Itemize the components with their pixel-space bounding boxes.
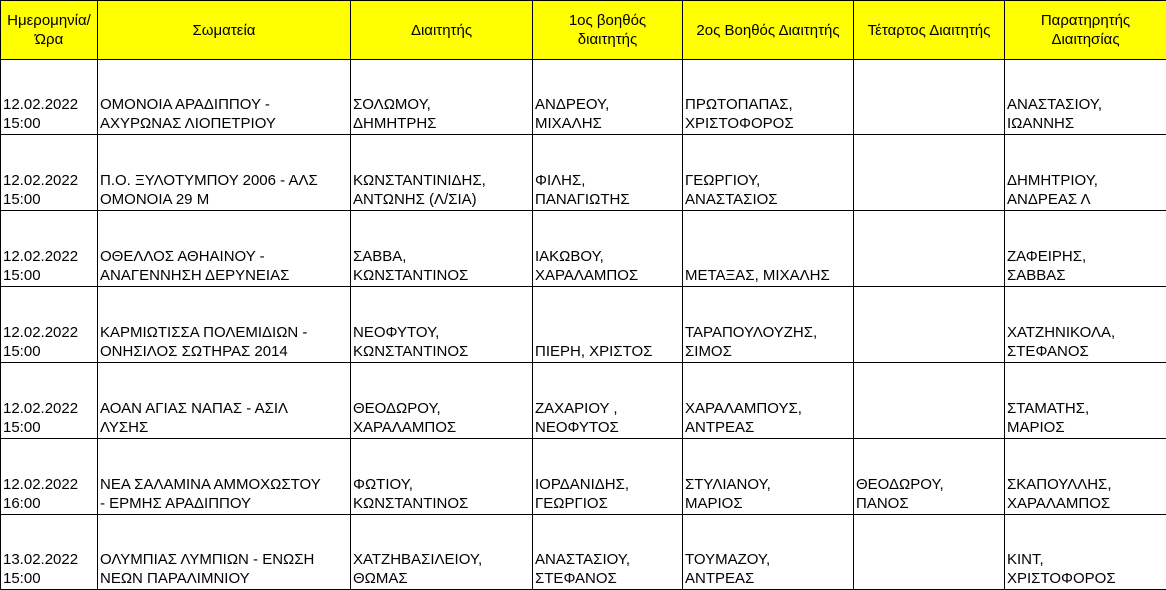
cell-datetime: 12.02.2022 15:00 — [1, 211, 98, 287]
cell-fourth-official — [854, 135, 1005, 211]
cell-assistant-1: ΦΙΛΗΣ, ΠΑΝΑΓΙΩΤΗΣ — [533, 135, 683, 211]
cell-fourth-official — [854, 363, 1005, 439]
table-row — [1, 363, 1166, 439]
header-observer: Παρατηρητής Διαιτησίας — [1005, 1, 1166, 60]
cell-fourth-official: ΘΕΟΔΩΡΟΥ, ΠΑΝΟΣ — [854, 439, 1005, 515]
cell-assistant-2: ΣΤΥΛΙΑΝΟΥ, ΜΑΡΙΟΣ — [683, 439, 854, 515]
cell-referee: ΘΕΟΔΩΡΟΥ, ΧΑΡΑΛΑΜΠΟΣ — [351, 363, 533, 439]
header-assistant-1: 1ος βοηθός διαιτητής — [533, 1, 683, 60]
cell-observer: ΧΑΤΖΗΝΙΚΟΛΑ, ΣΤΕΦΑΝΟΣ — [1005, 287, 1166, 363]
header-fourth-official: Τέταρτος Διαιτητής — [854, 1, 1005, 60]
cell-clubs: Π.Ο. ΞΥΛΟΤΥΜΠΟΥ 2006 - ΑΛΣ ΟΜΟΝΟΙΑ 29 Μ — [98, 135, 351, 211]
cell-observer: ΚΙΝΤ, ΧΡΙΣΤΟΦΟΡΟΣ — [1005, 515, 1166, 590]
cell-datetime: 13.02.2022 15:00 — [1, 515, 98, 590]
cell-referee: ΦΩΤΙΟΥ, ΚΩΝΣΤΑΝΤΙΝΟΣ — [351, 439, 533, 515]
cell-datetime: 12.02.2022 15:00 — [1, 287, 98, 363]
table-row — [1, 60, 1166, 135]
cell-referee: ΣΟΛΩΜΟΥ, ΔΗΜΗΤΡΗΣ — [351, 60, 533, 135]
cell-referee: ΧΑΤΖΗΒΑΣΙΛΕΙΟΥ, ΘΩΜΑΣ — [351, 515, 533, 590]
cell-fourth-official — [854, 515, 1005, 590]
cell-datetime: 12.02.2022 15:00 — [1, 135, 98, 211]
cell-assistant-1: ΖΑΧΑΡΙΟΥ , ΝΕΟΦΥΤΟΣ — [533, 363, 683, 439]
cell-fourth-official — [854, 287, 1005, 363]
table-row — [1, 211, 1166, 287]
header-referee: Διαιτητής — [351, 1, 533, 60]
cell-clubs: ΑΟΑΝ ΑΓΙΑΣ ΝΑΠΑΣ - ΑΣΙΛ ΛΥΣΗΣ — [98, 363, 351, 439]
table-row — [1, 135, 1166, 211]
cell-clubs: ΟΜΟΝΟΙΑ ΑΡΑΔΙΠΠΟΥ - ΑΧΥΡΩΝΑΣ ΛΙΟΠΕΤΡΙΟΥ — [98, 60, 351, 135]
table-row — [1, 515, 1166, 590]
table-row — [1, 287, 1166, 363]
cell-datetime: 12.02.2022 15:00 — [1, 60, 98, 135]
cell-referee: ΝΕΟΦΥΤΟΥ, ΚΩΝΣΤΑΝΤΙΝΟΣ — [351, 287, 533, 363]
cell-observer: ΑΝΑΣΤΑΣΙΟΥ, ΙΩΑΝΝΗΣ — [1005, 60, 1166, 135]
cell-assistant-1: ΙΟΡΔΑΝΙΔΗΣ, ΓΕΩΡΓΙΟΣ — [533, 439, 683, 515]
header-assistant-2: 2ος Βοηθός Διαιτητής — [683, 1, 854, 60]
cell-assistant-1: ΑΝΑΣΤΑΣΙΟΥ, ΣΤΕΦΑΝΟΣ — [533, 515, 683, 590]
cell-referee: ΚΩΝΣΤΑΝΤΙΝΙΔΗΣ, ΑΝΤΩΝΗΣ (Λ/ΣΙΑ) — [351, 135, 533, 211]
table-row — [1, 439, 1166, 515]
cell-assistant-1: ΑΝΔΡΕΟΥ, ΜΙΧΑΛΗΣ — [533, 60, 683, 135]
cell-observer: ΖΑΦΕΙΡΗΣ, ΣΑΒΒΑΣ — [1005, 211, 1166, 287]
cell-clubs: ΚΑΡΜΙΩΤΙΣΣΑ ΠΟΛΕΜΙΔΙΩΝ - ΟΝΗΣΙΛΟΣ ΣΩΤΗΡΑΣ 2014 — [98, 287, 351, 363]
cell-assistant-2: ΤΑΡΑΠΟΥΛΟΥΖΗΣ, ΣΙΜΟΣ — [683, 287, 854, 363]
cell-observer: ΣΚΑΠΟΥΛΛΗΣ, ΧΑΡΑΛΑΜΠΟΣ — [1005, 439, 1166, 515]
cell-clubs: ΟΛΥΜΠΙΑΣ ΛΥΜΠΙΩΝ - ΕΝΩΣΗ ΝΕΩΝ ΠΑΡΑΛΙΜΝΙΟΥ — [98, 515, 351, 590]
cell-clubs: ΟΘΕΛΛΟΣ ΑΘΗΑΙΝΟΥ - ΑΝΑΓΕΝΝΗΣΗ ΔΕΡΥΝΕΙΑΣ — [98, 211, 351, 287]
cell-observer: ΣΤΑΜΑΤΗΣ, ΜΑΡΙΟΣ — [1005, 363, 1166, 439]
cell-observer: ΔΗΜΗΤΡΙΟΥ, ΑΝΔΡΕΑΣ Λ — [1005, 135, 1166, 211]
header-clubs: Σωματεία — [98, 1, 351, 60]
cell-assistant-1: ΙΑΚΩΒΟΥ, ΧΑΡΑΛΑΜΠΟΣ — [533, 211, 683, 287]
cell-fourth-official — [854, 60, 1005, 135]
cell-assistant-2: ΤΟΥΜΑΖΟΥ, ΑΝΤΡΕΑΣ — [683, 515, 854, 590]
cell-datetime: 12.02.2022 15:00 — [1, 363, 98, 439]
cell-assistant-1: ΠΙΕΡΗ, ΧΡΙΣΤΟΣ — [533, 287, 683, 363]
cell-assistant-2: ΜΕΤΑΞΑΣ, ΜΙΧΑΛΗΣ — [683, 211, 854, 287]
cell-assistant-2: ΧΑΡΑΛΑΜΠΟΥΣ, ΑΝΤΡΕΑΣ — [683, 363, 854, 439]
cell-fourth-official — [854, 211, 1005, 287]
cell-referee: ΣΑΒΒΑ, ΚΩΝΣΤΑΝΤΙΝΟΣ — [351, 211, 533, 287]
header-row — [1, 1, 1166, 60]
cell-clubs: ΝΕΑ ΣΑΛΑΜΙΝΑ ΑΜΜΟΧΩΣΤΟΥ - ΕΡΜΗΣ ΑΡΑΔΙΠΠΟΥ — [98, 439, 351, 515]
cell-datetime: 12.02.2022 16:00 — [1, 439, 98, 515]
cell-assistant-2: ΓΕΩΡΓΙΟΥ, ΑΝΑΣΤΑΣΙΟΣ — [683, 135, 854, 211]
cell-assistant-2: ΠΡΩΤΟΠΑΠΑΣ, ΧΡΙΣΤΟΦΟΡΟΣ — [683, 60, 854, 135]
header-datetime: Ημερομηνία/ Ώρα — [1, 1, 98, 60]
